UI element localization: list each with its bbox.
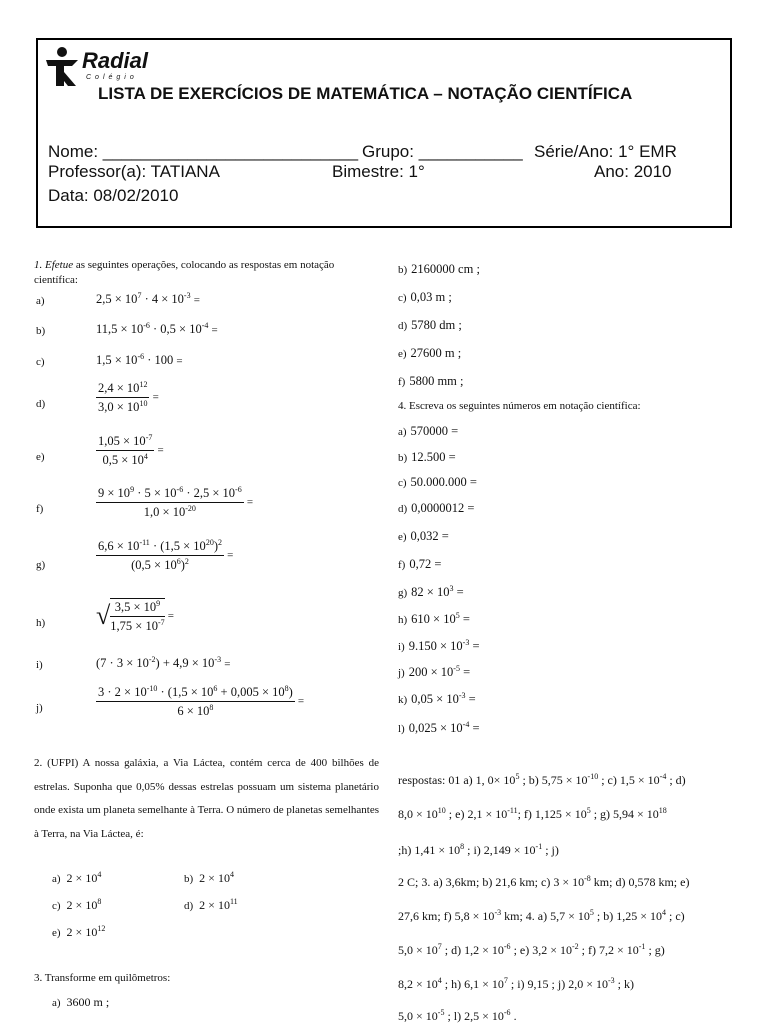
q2-option-c: c) $2 \times 10^8$ [52, 897, 102, 912]
answers-line-2: $8,0 \times 10^{10}$ ; e) $2,1 \times 10^{-11}$; f) $1,125 \times 10^5$ ; g) $5,94 \times 10^{18}$ [398, 806, 667, 821]
q1-expression-j: $\frac{3 \cdot 2 \times 10^{-10} \cdot (1,5 \times 10^6 + 0,005 \times 10^8)}{6 \times 10^8}$ = [98, 684, 305, 719]
q1-label-a: a) [36, 295, 45, 307]
q2-option-d: d) $2 \times 10^{11}$ [184, 897, 238, 912]
q4-item-d: d) 0,0000012 = [398, 501, 475, 515]
q1-label-j: j) [36, 702, 43, 714]
q1-label-i: i) [36, 659, 43, 671]
q1-label-f: f) [36, 503, 44, 515]
answers-line-8: $5,0 \times 10^{-5}$ ; l) $2,5 \times 10^{-6}$ . [398, 1008, 517, 1023]
q1-expression-h: √ $\frac{3,5 \times 10^9}{1,75 \times 10^{-7}}$ = [96, 599, 174, 634]
q3-item-c: c) 0,03 m ; [398, 290, 452, 304]
q3-item-b: b) 2160000 cm ; [398, 262, 480, 276]
q1-expression-e: $\frac{1,05 \times 10^{-7}}{0,5 \times 10^4}$ = [98, 433, 164, 468]
q1-expression-c: $1,5 \times 10^{-6} \cdot 100$ = [96, 352, 183, 368]
q4-item-l: l) $0,025 \times 10^{-4}$ = [398, 720, 480, 736]
q1-label-c: c) [36, 356, 45, 368]
answers-line-1: respostas: 01 a) 1, $0\times 10^5$ ; b) $5,75 \times 10^{-10}$ ; c) $1,5 \times 10^{-4}$ ; d) [398, 772, 686, 787]
q4-item-h: h) $610 \times 10^5$ = [398, 611, 470, 627]
term-field: Bimestre: 1° [332, 162, 425, 181]
q3-item-a: a) 3600 m ; [52, 995, 110, 1009]
teacher-field: Professor(a): TATIANA [48, 162, 220, 181]
q4-item-g: g) $82 \times 10^3$ = [398, 584, 464, 600]
q4-item-a: a) 570000 = [398, 424, 459, 438]
question-1-intro [34, 258, 374, 288]
q2-option-e: e) $2 \times 10^{12}$ [52, 924, 106, 939]
answers-line-4: 2 C; 3. a) 3,6km; b) 21,6 km; c) $3 \times 10^{-8}$ km; d) 0,578 km; e) [398, 874, 690, 889]
q4-item-e: e) 0,032 = [398, 529, 449, 543]
q1-label-e: e) [36, 451, 45, 463]
q1-expression-a: $2,5 \times 10^7 \cdot 4 \times 10^{-3}$ = [96, 291, 200, 307]
q1-expression-d: $\frac{2,4 \times 10^{12}}{3,0 \times 10^{10}}$ = [98, 380, 159, 415]
q1-label-d: d) [36, 398, 46, 410]
year-field: Ano: 2010 [594, 162, 672, 181]
header-box [36, 38, 732, 228]
answers-line-7: $8,2 \times 10^4$ ; h) $6,1 \times 10^7$ ; i) 9,15 ; j) $2,0 \times 10^{-3}$ ; k) [398, 976, 635, 991]
answers-line-3: ;h) $1,41 \times 10^8$ ; i) $2,149 \times 10^{-1}$ ; j) [398, 842, 559, 857]
date-field: Data: 08/02/2010 [48, 186, 179, 205]
page-title: LISTA DE EXERCÍCIOS DE MATEMÁTICA – NOTAÇÃO CIENTÍFICA [98, 84, 633, 103]
q1-label-h: h) [36, 617, 46, 629]
q4-item-i: i) $9.150 \times 10^{-3}$ = [398, 638, 480, 654]
q3-item-d: d) 5780 dm ; [398, 318, 462, 332]
q1-expression-g: $\frac{6,6 \times 10^{-11} \cdot (1,5 \times 10^{20})^2}{(0,5 \times 10^6)^2}$ = [98, 538, 234, 573]
q1-expression-f: $\frac{9 \times 10^9 \cdot 5 \times 10^{-6} \cdot 2,5 \times 10^{-6}}{1,0 \times 10^{-20}}$ = [98, 485, 254, 520]
q4-item-k: k) $0,05 \times 10^{-3}$ = [398, 691, 476, 707]
q1-label-g: g) [36, 559, 46, 571]
q2-option-a: a) $2 \times 10^4$ [52, 870, 102, 885]
question-2-text: 2. (UFPI) A nossa galáxia, a Via Láctea, contém cerca de 400 bilhões de estrelas. Suponha que 0,05% dessas estrelas possuam um sistema planetário onde exista um planeta semelhante à Terra. O número de planetas semelhantes à Terra, na Via Láctea, é: [34, 757, 379, 840]
q3-item-f: f) 5800 mm ; [398, 374, 464, 388]
q4-item-j: j) $200 \times 10^{-5}$ = [398, 664, 471, 680]
answers-line-6: $5,0 \times 10^7$ ; d) $1,2 \times 10^{-6}$ ; e) $3,2 \times 10^{-2}$ ; f) $7,2 \times 10^{-1}$ ; g) [398, 942, 665, 957]
q1-expression-i: $(7 \cdot 3 \times 10^{-2}) + 4,9 \times 10^{-3}$ = [96, 655, 231, 671]
question-1-verb: 1. Efetue [34, 259, 74, 271]
name-field: Nome: ___________________________ [48, 142, 359, 161]
q1-expression-b: $11,5 \times 10^{-6} \cdot 0,5 \times 10^{-4}$ = [96, 321, 218, 337]
logo-text: Radial [82, 48, 149, 73]
q3-item-e: e) 27600 m ; [398, 346, 462, 360]
question-3-title: 3. Transforme em quilômetros: [34, 972, 171, 984]
group-field: Grupo: ___________ [362, 142, 523, 161]
question-4-title: 4. Escreva os seguintes números em notação científica: [398, 400, 641, 412]
q2-option-b: b) $2 \times 10^4$ [184, 870, 234, 885]
q4-item-c: c) 50.000.000 = [398, 475, 477, 489]
radial-logo-icon [42, 46, 82, 88]
q4-item-b: b) 12.500 = [398, 450, 456, 464]
q1-label-b: b) [36, 325, 46, 337]
answers-line-5: 27,6 km; f) $5,8 \times 10^{-3}$ km; 4. a) $5,7 \times 10^5$ ; b) $1,25 \times 10^4$ ; c) [398, 908, 685, 923]
grade-field: Série/Ano: 1° EMR [534, 142, 677, 161]
q4-item-f: f) 0,72 = [398, 557, 442, 571]
logo-subtitle: Colégio [86, 74, 138, 81]
question-1-instructions: as seguintes operações, colocando as respostas em notação científica: [34, 259, 335, 286]
